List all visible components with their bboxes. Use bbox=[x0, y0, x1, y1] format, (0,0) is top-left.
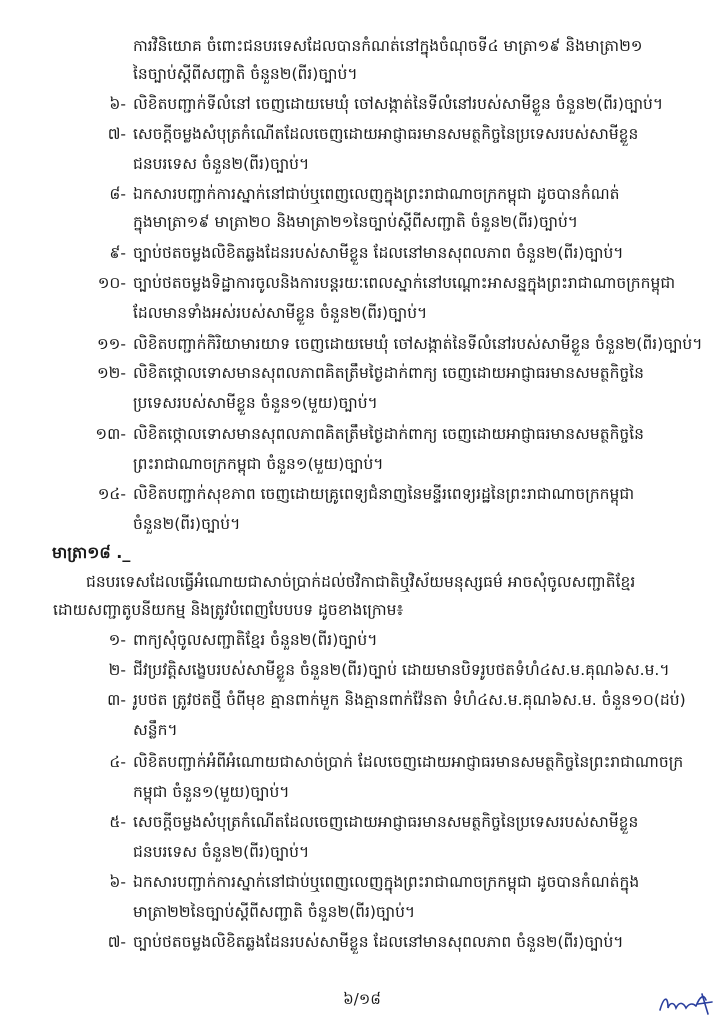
item-text: រូបថត ត្រូវថតថ្មី ចំពីមុខ គ្មានពាក់មួក និងគ្មានពាក់វ៉ែនតា ទំហំ៤ស.ម.គុណ៦ស.ម. ចំនួន១០(ដប់) bbox=[133, 691, 686, 709]
paragraph-line: ការវិនិយោគ ចំពោះជនបរទេសដែលបានកំណត់នៅក្នុងចំណុចទី៤ មាត្រា១៩ និងមាត្រា២១ bbox=[133, 37, 643, 55]
item-text: លិខិតបញ្ជាក់សុខភាព ចេញដោយគ្រូពេទ្យជំនាញនៃមន្ទីរពេទ្យរដ្ឋនៃព្រះរាជាណាចក្រកម្ពុជា bbox=[133, 485, 635, 503]
item-number: ១០- bbox=[97, 274, 126, 292]
item-number: ៨- bbox=[109, 185, 126, 203]
paragraph-line: ជនបរទេសដែលធ្វើអំណោយជាសាច់ប្រាក់ដល់ថវិកាជាតិឬវិស័យមនុស្សធម៌ អាចសុំចូលសញ្ជាតិខ្មែរ bbox=[86, 573, 636, 591]
item-text: លិខិតថ្កោលទោសមានសុពលភាពគិតត្រឹមថ្ងៃដាក់ពាក្យ ចេញដោយអាជ្ញាធរមានសមត្ថកិច្ចនៃ bbox=[133, 364, 645, 382]
item-text: ប្រទេសរបស់សាមីខ្លួន ចំនួន១(មួយ)ច្បាប់។ bbox=[133, 394, 378, 412]
item-number: ២- bbox=[108, 661, 126, 679]
item-text: ក្នុងមាត្រា១៩ មាត្រា២០ និងមាត្រា២១នៃច្បាប់ស្តីពីសញ្ជាតិ ចំនួន២(ពីរ)ច្បាប់។ bbox=[133, 213, 579, 231]
item-number: ៩- bbox=[109, 244, 126, 262]
item-text: ព្រះរាជាណាចក្រកម្ពុជា ចំនួន១(មួយ)ច្បាប់។ bbox=[133, 455, 384, 473]
item-number: ១- bbox=[108, 631, 126, 649]
item-text: លិខិតថ្កោលទោសមានសុពលភាពគិតត្រឹមថ្ងៃដាក់ពាក្យ ចេញដោយអាជ្ញាធរមានសមត្ថកិច្ចនៃ bbox=[133, 425, 645, 443]
item-number: ៣- bbox=[107, 691, 126, 709]
item-number: ៦- bbox=[109, 95, 126, 113]
item-text: ឯកសារបញ្ជាក់ការស្នាក់នៅជាប់ឬពេញលេញក្នុងព្រះរាជាណាចក្រកម្ពុជា ដូចបានកំណត់ក្នុង bbox=[133, 873, 640, 891]
item-text: មាត្រា២២នៃច្បាប់ស្តីពីសញ្ជាតិ ចំនួន២(ពីរ)ច្បាប់។ bbox=[133, 903, 416, 921]
page-number: ៦/១៨ bbox=[343, 990, 381, 1008]
item-number: ១៤- bbox=[97, 485, 126, 503]
item-number: ៧- bbox=[107, 933, 126, 951]
item-text: ច្បាប់ថតចម្លងលិខិតឆ្លងដែនរបស់សាមីខ្លួន ដែលនៅមានសុពលភាព ចំនួន២(ពីរ)ច្បាប់។ bbox=[133, 244, 624, 262]
item-text: ពាក្យសុំចូលសញ្ជាតិខ្មែរ ចំនួន២(ពីរ)ច្បាប់។ bbox=[133, 631, 378, 649]
item-number: ១១- bbox=[96, 335, 126, 353]
paragraph-line: ដោយសញ្ជាតូបនីយកម្ម និងត្រូវបំពេញបែបបទ ដូចខាងក្រោម៖ bbox=[53, 601, 404, 619]
signature-icon bbox=[656, 990, 716, 1018]
item-text: លិខិតបញ្ជាក់អំពីអំណោយជាសាច់ប្រាក់ ដែលចេញដោយអាជ្ញាធរមានសមត្ថកិច្ចនៃព្រះរាជាណាចក្រ bbox=[133, 753, 684, 771]
item-number: ១២- bbox=[96, 364, 126, 382]
item-text: លិខិតបញ្ជាក់កិរិយាមារយាទ ចេញដោយមេឃុំ ចៅសង្កាត់នៃទីលំនៅរបស់សាមីខ្លួន ចំនួន២(ពីរ)ច្បាប់។ bbox=[133, 335, 703, 353]
article-heading: មាត្រា១៨ ._ bbox=[52, 543, 131, 562]
item-text: សន្លឹក។ bbox=[133, 721, 178, 739]
item-text: ជីវប្រវត្តិសង្ខេបរបស់សាមីខ្លួន ចំនួន២(ពីរ)ច្បាប់ ដោយមានបិទរូបថតទំហំ៤ស.ម.គុណ៦ស.ម.។ bbox=[133, 661, 670, 679]
item-number: ៤- bbox=[109, 753, 126, 771]
item-text: ដែលមានទាំងអស់របស់សាមីខ្លួន ចំនួន២(ពីរ)ច្បាប់។ bbox=[133, 304, 428, 322]
item-text: កម្ពុជា ចំនួន១(មួយ)ច្បាប់។ bbox=[133, 783, 290, 801]
item-text: ចំនួន២(ពីរ)ច្បាប់។ bbox=[133, 515, 241, 533]
item-text: ជនបរទេស ចំនួន២(ពីរ)ច្បាប់។ bbox=[133, 155, 310, 173]
item-text: ច្បាប់ថតចម្លងទិដ្ឋាការចូលនិងការបន្តរយៈពេលស្នាក់នៅបណ្តោះអាសន្នក្នុងព្រះរាជាណាចក្រកម្ពុជា bbox=[133, 274, 676, 292]
item-text: សេចក្តីចម្លងសំបុត្រកំណើតដែលចេញដោយអាជ្ញាធរមានសមត្ថកិច្ចនៃប្រទេសរបស់សាមីខ្លួន bbox=[133, 125, 639, 143]
item-number: ១៣- bbox=[95, 425, 126, 443]
item-text: ឯកសារបញ្ជាក់ការស្នាក់នៅជាប់ឬពេញលេញក្នុងព្រះរាជាណាចក្រកម្ពុជា ដូចបានកំណត់ bbox=[133, 185, 620, 203]
item-text: ច្បាប់ថតចម្លងលិខិតឆ្លងដែនរបស់សាមីខ្លួន ដែលនៅមានសុពលភាព ចំនួន២(ពីរ)ច្បាប់។ bbox=[133, 933, 624, 951]
item-number: ៥- bbox=[109, 813, 126, 831]
item-text: សេចក្តីចម្លងសំបុត្រកំណើតដែលចេញដោយអាជ្ញាធរមានសមត្ថកិច្ចនៃប្រទេសរបស់សាមីខ្លួន bbox=[133, 813, 639, 831]
paragraph-line: នៃច្បាប់ស្តីពីសញ្ជាតិ ចំនួន២(ពីរ)ច្បាប់។ bbox=[133, 65, 358, 83]
item-number: ៦- bbox=[109, 873, 126, 891]
item-text: ជនបរទេស ចំនួន២(ពីរ)ច្បាប់។ bbox=[133, 843, 310, 861]
item-number: ៧- bbox=[107, 125, 126, 143]
item-text: លិខិតបញ្ជាក់ទីលំនៅ ចេញដោយមេឃុំ ចៅសង្កាត់នៃទីលំនៅរបស់សាមីខ្លួន ចំនួន២(ពីរ)ច្បាប់។ bbox=[133, 95, 664, 113]
